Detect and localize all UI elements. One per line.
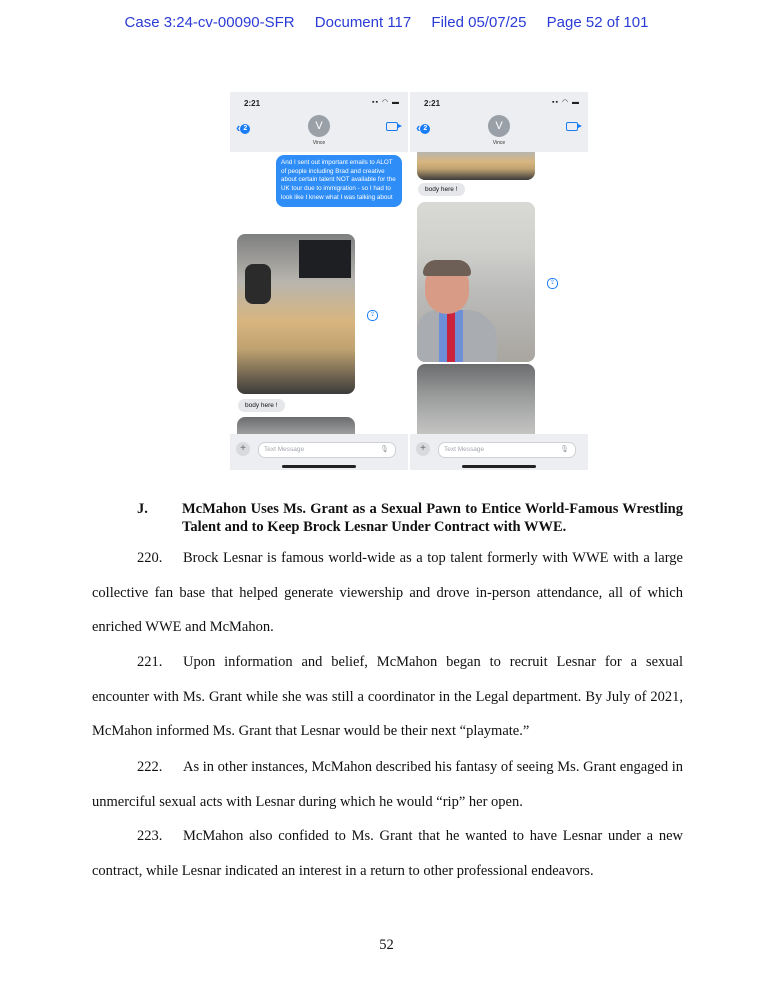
- section-letter: J.: [137, 501, 148, 517]
- page-number: 52: [379, 937, 394, 953]
- paragraph-text: As in other instances, McMahon described his fantasy of seeing Ms. Grant engaged in unmerciful sexual acts with Lesnar during which he would “rip” her open.: [92, 759, 683, 810]
- back-button[interactable]: ‹ 2: [416, 120, 430, 135]
- partial-bottom-photo[interactable]: [417, 364, 535, 444]
- contact-name: Vince: [492, 140, 506, 146]
- paragraph-number: 223.: [137, 828, 163, 844]
- case-header: [0, 14, 773, 31]
- video-call-icon[interactable]: [566, 122, 578, 131]
- microphone-icon[interactable]: 🎙: [380, 446, 389, 453]
- left-message-screenshot: [230, 92, 408, 482]
- section-title: McMahon Uses Ms. Grant as a Sexual Pawn to Entice World-Famous Wrestling Talent and to Keep Brock Lesnar Under Contract with WWE.: [182, 501, 683, 535]
- status-time: 2:21: [424, 99, 441, 108]
- received-message-bubble: body here !: [418, 183, 465, 196]
- home-indicator: [462, 465, 536, 468]
- unread-badge: 2: [240, 124, 250, 134]
- message-input[interactable]: [258, 442, 396, 458]
- office-desk-photo[interactable]: [237, 234, 355, 394]
- case-number: Case 3:24-cv-00090-SFR: [124, 14, 295, 31]
- plus-icon[interactable]: +: [236, 442, 250, 456]
- home-indicator: [282, 465, 356, 468]
- message-input[interactable]: [438, 442, 576, 458]
- contact-avatar[interactable]: V: [488, 115, 510, 137]
- person-in-office-photo[interactable]: [417, 202, 535, 362]
- paragraph-text: Brock Lesnar is famous world-wide as a top talent formerly with WWE with a large collective fan base that helped generate viewership and drove in-person attendance, all of which enriched WWE and McMahon.: [92, 550, 683, 636]
- paragraph-text: McMahon also confided to Ms. Grant that he wanted to have Lesnar under a new contract, while Lesnar indicated an interest in a return to other professional endeavors.: [92, 828, 683, 879]
- conversation-header: [410, 92, 588, 152]
- signal-wifi-battery-icon: ▪▪ ◠ ▬: [372, 99, 400, 106]
- filed-date: Filed 05/07/25: [431, 14, 527, 31]
- page-indicator: Page 52 of 101: [546, 14, 649, 31]
- hair-shape: [423, 260, 471, 276]
- share-icon[interactable]: ⇪: [367, 310, 378, 321]
- back-button[interactable]: ‹ 2: [236, 120, 250, 135]
- paragraph-220: [92, 541, 683, 645]
- document-number: Document 117: [314, 14, 412, 31]
- monitor-shape: [299, 240, 351, 278]
- paragraph-number: 220.: [137, 550, 163, 566]
- share-icon[interactable]: ⇪: [547, 278, 558, 289]
- unread-badge: 2: [420, 124, 430, 134]
- paragraph-221: [92, 645, 683, 749]
- chair-shape: [245, 264, 271, 304]
- plus-icon[interactable]: +: [416, 442, 430, 456]
- received-message-bubble: body here !: [238, 399, 285, 412]
- contact-avatar[interactable]: V: [308, 115, 330, 137]
- paragraph-text: Upon information and belief, McMahon began to recruit Lesnar for a sexual encounter with Ms. Grant while she was still a coordinator in the Legal department. By July of 2021, McMahon informed Ms. Grant that Lesnar would be their next “playmate.”: [92, 654, 683, 740]
- microphone-icon[interactable]: 🎙: [560, 446, 569, 453]
- paragraph-number: 221.: [137, 654, 163, 670]
- sent-message-bubble: And I sent out important emails to ALOT of people including Brad and creative about certain talent NOT available for the UK tour due to immigration - so I had to look like I knew what I was talking about: [276, 155, 402, 207]
- input-placeholder: Text Message: [444, 446, 485, 453]
- video-call-icon[interactable]: [386, 122, 398, 131]
- paragraph-222: [92, 750, 683, 819]
- contact-name: Vince: [312, 140, 326, 146]
- right-message-screenshot: [410, 92, 588, 482]
- signal-wifi-battery-icon: ▪▪ ◠ ▬: [552, 99, 580, 106]
- paragraph-number: 222.: [137, 759, 163, 775]
- tie-shape: [447, 312, 455, 362]
- paragraph-223: [92, 819, 683, 888]
- status-time: 2:21: [244, 99, 261, 108]
- conversation-header: [230, 92, 408, 152]
- input-placeholder: Text Message: [264, 446, 305, 453]
